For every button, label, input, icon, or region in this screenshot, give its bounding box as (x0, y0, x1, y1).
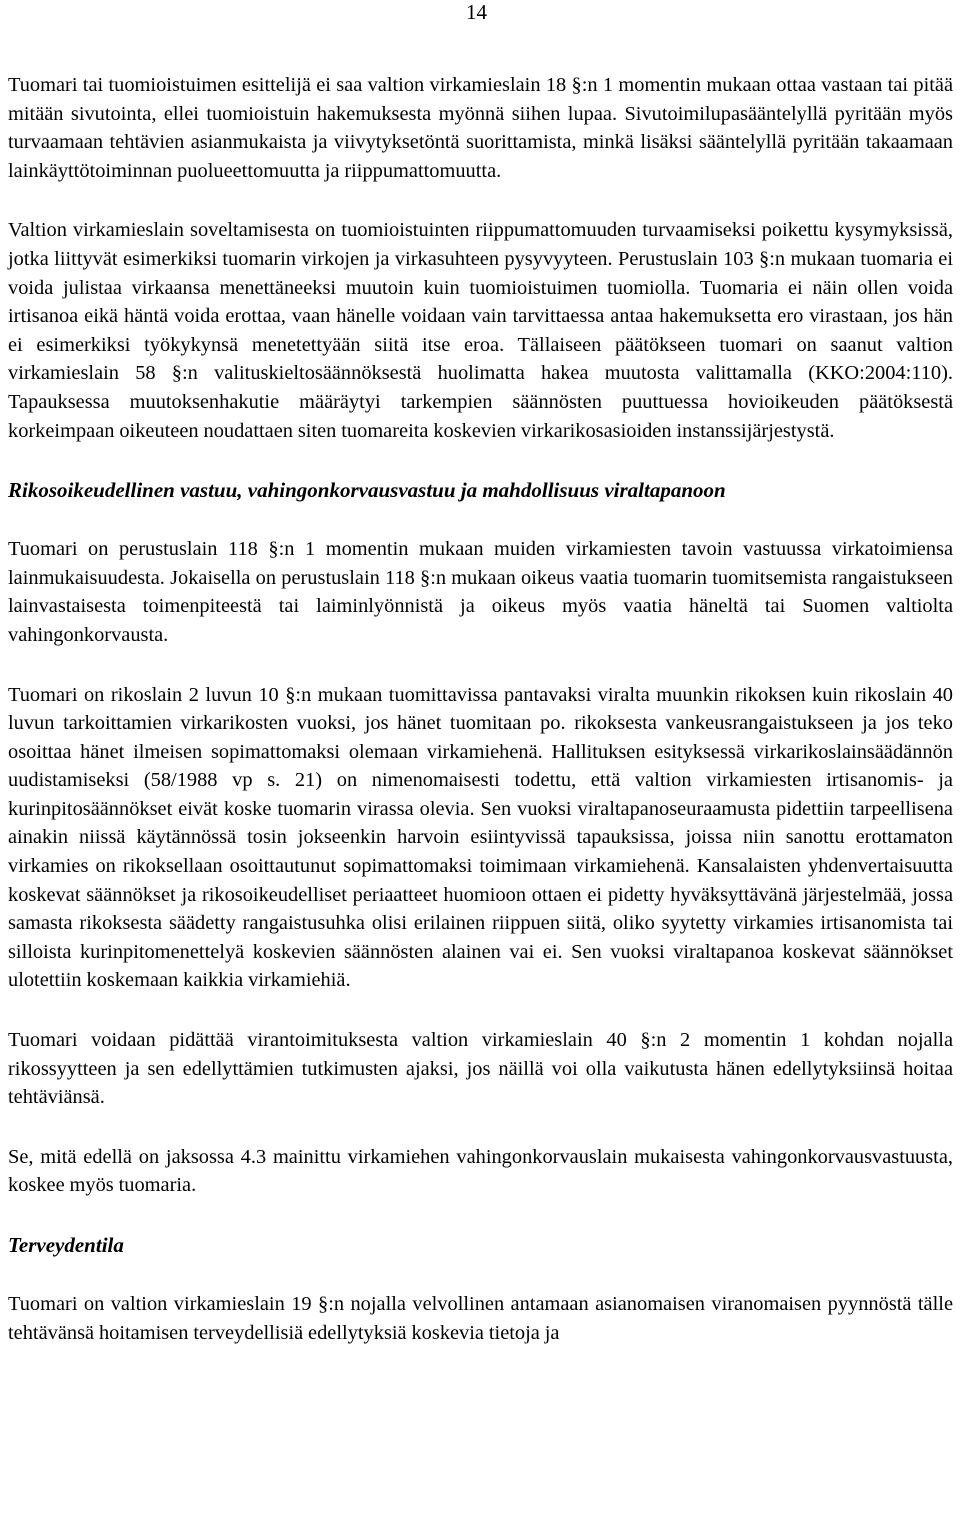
section-heading-vastuu: Rikosoikeudellinen vastuu, vahingonkorvausvastuu ja mahdollisuus viraltapanoon (8, 478, 726, 503)
page-number: 14 (466, 0, 487, 24)
paragraph-terveydentila: Tuomari on valtion virkamieslain 19 §:n nojalla velvollinen antamaan asianomaisen viranomaisen pyynnöstä tälle tehtävänsä hoitamisen terveydellisiä edellytyksiä koskevia tietoja ja (8, 1293, 953, 1344)
section-heading-terveydentila: Terveydentila (8, 1233, 124, 1257)
paragraph-viraltapano: Tuomari on rikoslain 2 luvun 10 §:n mukaan tuomittavissa pantavaksi viralta muunkin rikoksen kuin rikoslain 40 luvun tarkoittamien virkarikosten vuoksi, jos hänet tuomitaan po. rikoksesta vankeusrangaistukseen ja jos teko osoittaa hänet ilmeisen sopimattomaksi olemaan virkamiehenä. Hallituksen esityksessä virkarikoslainsäädännön uudistamiseksi (58/1988 vp s. 21) on nimenomaisesti todettu, että valtion virkamiesten irtisanomis- ja kurinpitosäännökset eivät koske tuomarin virassa olevia. Sen vuoksi viraltapanoseuraamusta pidettiin tarpeellisena ainakin niissä käytännössä tosin jokseenkin harvoin esiintyvissä tapauksissa, joissa niin sanottu erottamaton virkamies on rikoksellaan osoittautunut sopimattomaksi toimimaan virkamiehenä. Kansalaisten yhdenvertaisuutta koskevat säännökset ja rikosoikeudelliset periaatteet huomioon ottaen ei pidetty hyväksyttävänä järjestelmää, jossa samasta rikoksesta säädetty rangaistusuhka olisi erilainen riippuen siitä, oliko syytetty virkamies irtisanomista tai silloista kurinpitomenettelyä koskevien säännösten alainen vai ei. Sen vuoksi viraltapanoa koskevat säännökset ulotettiin koskemaan kaikkia virkamiehiä. (8, 683, 953, 992)
paragraph-pidattaminen: Tuomari voidaan pidättää virantoimituksesta valtion virkamieslain 40 §:n 2 momentin 1 kohdan nojalla rikossyytteen ja sen edellyttämien tutkimusten ajaksi, jos näillä voi olla vaikutusta hänen edellytyksiinsä hoitaa tehtäviänsä. (8, 1029, 953, 1109)
document-body (8, 71, 953, 1378)
paragraph-vahingonkorvaus: Se, mitä edellä on jaksossa 4.3 mainittu virkamiehen vahingonkorvauslain mukaisesta vahingonkorvausvastuusta, koskee myös tuomaria. (8, 1145, 953, 1197)
paragraph-riippumattomuus: Valtion virkamieslain soveltamisesta on tuomioistuinten riippumattomuuden turvaamiseksi poikettu kysymyksissä, jotka liittyvät esimerkiksi tuomarin virkojen ja virkasuhteen pysyvyyteen. Perustuslain 103 §:n mukaan tuomaria ei voida julistaa virkaansa menettäneeksi muutoin kuin tuomioistuimen tuomiolla. Tuomaria ei näin ollen voida irtisanoa eikä häntä voida erottaa, vaan hänelle voidaan vain tarvittaessa antaa hakemuksetta ero virastaan, jos hän ei esimerkiksi työkykynsä menetettyään siitä itse eroa. Tällaiseen päätökseen tuomari on saanut valtion virkamieslain 58 §:n valituskieltosäännöksestä huolimatta hakea muutosta valittamalla (KKO:2004:110). Tapauksessa muutoksenhakutie määräytyi tarkempien säännösten puuttuessa hovioikeuden päätöksestä korkeimpaan oikeuteen noudattaen siten tuomareita koskevien virkarikosasioiden instanssijärjestystä. (8, 219, 953, 442)
paragraph-sivutoimet: Tuomari tai tuomioistuimen esittelijä ei saa valtion virkamieslain 18 §:n 1 momentin mukaan ottaa vastaan tai pitää mitään sivutointa, ellei tuomioistuin hakemuksesta myönnä siihen lupaa. Sivutoimilupasääntelyllä pyritään myös turvaamaan tehtävien asianmukaista ja viivytyksetöntä suorittamista, minkä lisäksi sääntelyllä pyritään takaamaan lainkäyttötoiminnan puolueettomuutta ja riippumattomuutta. (8, 74, 953, 182)
paragraph-vastuu: Tuomari on perustuslain 118 §:n 1 momentin mukaan muiden virkamiesten tavoin vastuussa virkatoimiensa lainmukaisuudesta. Jokaisella on perustuslain 118 §:n mukaan oikeus vaatia tuomarin tuomitsemista rangaistukseen lainvastaisesta toimenpiteestä tai laiminlyönnistä ja oikeus myös vaatia häneltä tai Suomen valtiolta vahingonkorvausta. (8, 538, 953, 646)
